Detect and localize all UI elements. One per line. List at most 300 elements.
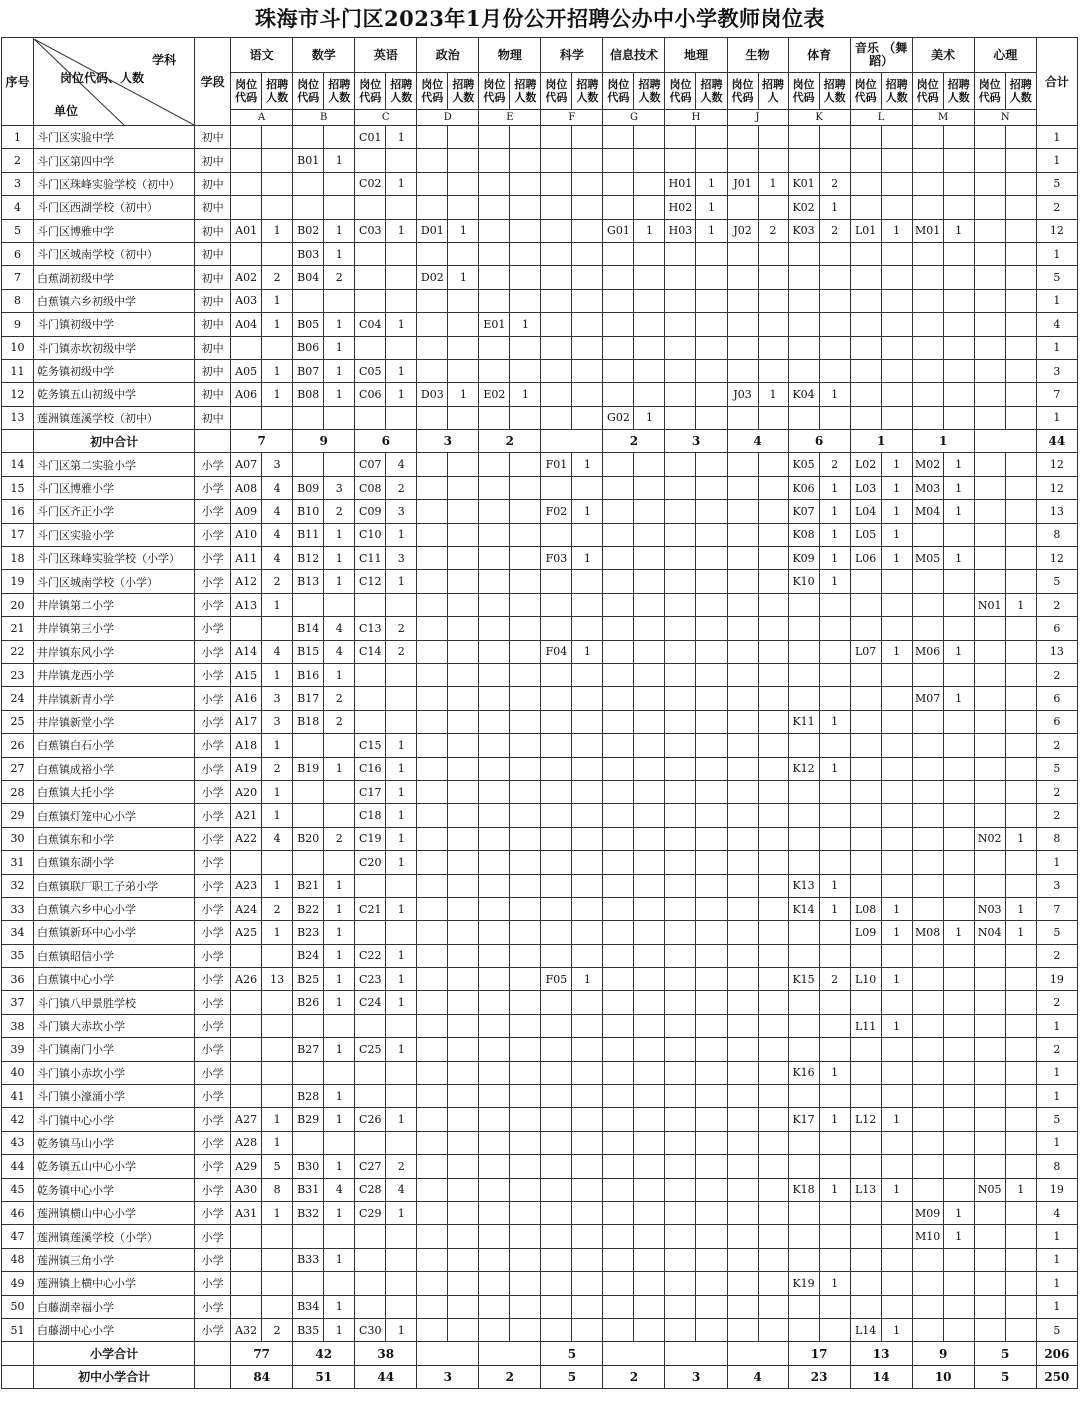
hire-count: 1 <box>943 453 974 476</box>
post-code <box>417 1155 448 1178</box>
post-code <box>665 336 696 359</box>
hire-count <box>1005 617 1036 640</box>
hire-count <box>1005 968 1036 991</box>
post-code <box>974 126 1005 149</box>
post-code <box>355 1014 386 1037</box>
row-total: 12 <box>1036 547 1077 570</box>
row-number: 15 <box>2 476 34 499</box>
hire-count <box>634 874 665 897</box>
unit-name: 白蕉镇中心小学 <box>34 968 195 991</box>
post-code <box>974 1014 1005 1037</box>
post-code: A03 <box>231 289 262 312</box>
post-code <box>479 1201 510 1224</box>
post-code: K19 <box>788 1272 819 1295</box>
post-code <box>665 780 696 803</box>
hire-count <box>634 897 665 920</box>
post-code: L06 <box>850 547 881 570</box>
post-code <box>479 897 510 920</box>
hire-count <box>448 406 479 429</box>
post-code: K17 <box>788 1108 819 1131</box>
hire-count: 2 <box>262 1318 293 1341</box>
post-code <box>912 827 943 850</box>
hire-count <box>448 640 479 663</box>
hire-count <box>448 289 479 312</box>
post-code <box>788 359 819 382</box>
hire-count: 1 <box>386 944 417 967</box>
post-code <box>850 1038 881 1061</box>
hire-count <box>510 663 541 686</box>
post-code <box>355 687 386 710</box>
post-code <box>541 149 572 172</box>
post-code: L05 <box>850 523 881 546</box>
post-code: D03 <box>417 383 448 406</box>
stage-cell: 小学 <box>195 500 231 523</box>
hire-count <box>634 359 665 382</box>
summary-value <box>603 1342 665 1365</box>
post-code <box>479 968 510 991</box>
hire-count <box>696 921 727 944</box>
post-code <box>974 359 1005 382</box>
row-total: 5 <box>1036 921 1077 944</box>
post-code <box>541 617 572 640</box>
hire-count <box>943 874 974 897</box>
post-code <box>417 1038 448 1061</box>
hire-count <box>696 968 727 991</box>
post-code <box>355 663 386 686</box>
hire-count <box>634 1131 665 1154</box>
post-code: C25 <box>355 1038 386 1061</box>
table-row <box>2 968 1078 991</box>
hire-count <box>324 196 355 219</box>
hire-count <box>758 827 788 850</box>
post-code: B33 <box>293 1248 324 1271</box>
subject-header: 物理 <box>479 38 541 73</box>
post-code <box>974 172 1005 195</box>
post-code <box>231 1014 262 1037</box>
hire-count: 1 <box>262 1201 293 1224</box>
hire-count <box>881 570 912 593</box>
sub-header-count: 招聘人数 <box>696 73 727 110</box>
post-code: K02 <box>788 196 819 219</box>
post-code <box>974 149 1005 172</box>
summary-value: 42 <box>293 1342 355 1365</box>
hire-count <box>510 126 541 149</box>
post-code <box>541 523 572 546</box>
post-code <box>974 1038 1005 1061</box>
summary-value: 51 <box>293 1365 355 1388</box>
hire-count <box>510 547 541 570</box>
hire-count <box>448 1038 479 1061</box>
row-number: 1 <box>2 126 34 149</box>
summary-value <box>417 1342 479 1365</box>
hire-count: 1 <box>386 991 417 1014</box>
post-code <box>912 149 943 172</box>
post-code: L07 <box>850 640 881 663</box>
row-number: 10 <box>2 336 34 359</box>
post-code <box>912 266 943 289</box>
table-row <box>2 710 1078 733</box>
hire-count <box>881 149 912 172</box>
post-code: G02 <box>603 406 634 429</box>
post-code: M07 <box>912 687 943 710</box>
hire-count: 4 <box>262 640 293 663</box>
hire-count <box>448 1085 479 1108</box>
hire-count <box>1005 1061 1036 1084</box>
post-code <box>727 1038 758 1061</box>
post-code: A22 <box>231 827 262 850</box>
post-code <box>665 1038 696 1061</box>
hire-count: 3 <box>262 687 293 710</box>
post-code <box>912 196 943 219</box>
hire-count: 2 <box>386 617 417 640</box>
hire-count <box>634 1178 665 1201</box>
post-code <box>603 663 634 686</box>
post-code <box>355 196 386 219</box>
hire-count <box>943 1014 974 1037</box>
hire-count <box>943 1272 974 1295</box>
summary-value: 38 <box>355 1342 417 1365</box>
post-code <box>541 897 572 920</box>
unit-name: 白蕉镇新环中心小学 <box>34 921 195 944</box>
post-code: H03 <box>665 219 696 242</box>
hire-count <box>943 968 974 991</box>
hire-count <box>943 289 974 312</box>
hire-count <box>696 500 727 523</box>
hire-count <box>758 874 788 897</box>
hire-count <box>758 1178 788 1201</box>
stage-cell: 小学 <box>195 593 231 616</box>
hire-count <box>510 921 541 944</box>
hire-count <box>881 734 912 757</box>
hire-count <box>1005 663 1036 686</box>
post-code <box>912 710 943 733</box>
post-code: M03 <box>912 476 943 499</box>
unit-name: 莲洲镇上横中心小学 <box>34 1272 195 1295</box>
hire-count <box>572 149 603 172</box>
post-code <box>603 1085 634 1108</box>
post-code <box>479 1225 510 1248</box>
row-total: 1 <box>1036 1131 1077 1154</box>
post-code: A08 <box>231 476 262 499</box>
post-code: A21 <box>231 804 262 827</box>
unit-name: 井岸镇新青小学 <box>34 687 195 710</box>
post-code <box>912 406 943 429</box>
summary-value: 84 <box>231 1365 293 1388</box>
sub-header-count: 招聘人数 <box>943 73 974 110</box>
sub-header-count: 招聘人数 <box>386 73 417 110</box>
hire-count <box>448 827 479 850</box>
unit-name: 斗门镇中心小学 <box>34 1108 195 1131</box>
hire-count <box>572 1248 603 1271</box>
summary-value: 5 <box>541 1365 603 1388</box>
hire-count <box>758 780 788 803</box>
hire-count <box>572 804 603 827</box>
hire-count: 1 <box>819 710 850 733</box>
hire-count <box>262 196 293 219</box>
stage-cell: 小学 <box>195 1108 231 1131</box>
post-code <box>727 757 758 780</box>
post-code <box>665 874 696 897</box>
post-code <box>974 1295 1005 1318</box>
hire-count <box>943 172 974 195</box>
hire-count: 1 <box>324 570 355 593</box>
post-code <box>417 336 448 359</box>
hire-count: 5 <box>262 1155 293 1178</box>
hire-count: 1 <box>819 547 850 570</box>
post-code <box>727 242 758 265</box>
hire-count <box>510 219 541 242</box>
hire-count <box>510 687 541 710</box>
post-code: L04 <box>850 500 881 523</box>
post-code <box>417 476 448 499</box>
row-number: 11 <box>2 359 34 382</box>
hire-count <box>510 617 541 640</box>
hire-count <box>696 242 727 265</box>
post-code: B35 <box>293 1318 324 1341</box>
hire-count: 1 <box>881 500 912 523</box>
hire-count <box>448 1178 479 1201</box>
hire-count: 1 <box>510 383 541 406</box>
hire-count <box>324 1131 355 1154</box>
post-code <box>788 851 819 874</box>
stage-cell: 小学 <box>195 663 231 686</box>
post-code <box>788 289 819 312</box>
post-code <box>417 1085 448 1108</box>
hire-count <box>1005 266 1036 289</box>
post-code: A26 <box>231 968 262 991</box>
subject-letter: K <box>788 110 850 126</box>
post-code <box>850 289 881 312</box>
post-code: L13 <box>850 1178 881 1201</box>
subject-letter: L <box>850 110 912 126</box>
post-code <box>479 1318 510 1341</box>
post-code <box>974 1318 1005 1341</box>
hire-count <box>634 453 665 476</box>
table-row <box>2 1061 1078 1084</box>
post-code <box>850 313 881 336</box>
hire-count <box>448 453 479 476</box>
post-code <box>665 547 696 570</box>
hire-count <box>943 617 974 640</box>
post-code <box>479 1108 510 1131</box>
hire-count <box>943 734 974 757</box>
stage-cell: 初中 <box>195 242 231 265</box>
hire-count <box>1005 804 1036 827</box>
table-row <box>2 687 1078 710</box>
hire-count: 1 <box>819 523 850 546</box>
hire-count <box>572 1061 603 1084</box>
post-code <box>727 687 758 710</box>
post-code <box>665 126 696 149</box>
hire-count <box>943 663 974 686</box>
hire-count: 1 <box>262 921 293 944</box>
post-code <box>850 1131 881 1154</box>
table-row <box>2 547 1078 570</box>
hire-count <box>572 734 603 757</box>
post-code <box>603 1038 634 1061</box>
sub-header-code: 岗位代码 <box>974 73 1005 110</box>
subject-header: 科学 <box>541 38 603 73</box>
hire-count <box>572 1201 603 1224</box>
hire-count: 1 <box>324 1318 355 1341</box>
hire-count <box>758 663 788 686</box>
subject-header: 英语 <box>355 38 417 73</box>
post-code: B10 <box>293 500 324 523</box>
unit-name: 莲洲镇莲溪学校（小学） <box>34 1225 195 1248</box>
summary-seq-cell <box>2 1342 34 1365</box>
hire-count <box>448 570 479 593</box>
post-code <box>788 804 819 827</box>
summary-value: 5 <box>974 1342 1036 1365</box>
post-code: B34 <box>293 1295 324 1318</box>
post-code <box>479 406 510 429</box>
table-row <box>2 897 1078 920</box>
hire-count <box>758 1131 788 1154</box>
summary-label: 初中合计 <box>34 430 195 453</box>
post-code <box>788 126 819 149</box>
post-code: D01 <box>417 219 448 242</box>
hire-count <box>634 640 665 663</box>
post-code: K11 <box>788 710 819 733</box>
hire-count <box>572 710 603 733</box>
hire-count: 1 <box>386 383 417 406</box>
post-code <box>417 453 448 476</box>
row-total: 1 <box>1036 1061 1077 1084</box>
post-code: C09 <box>355 500 386 523</box>
unit-name: 斗门区城南学校（小学） <box>34 570 195 593</box>
post-code <box>665 1201 696 1224</box>
post-code <box>850 687 881 710</box>
post-code <box>850 1201 881 1224</box>
hire-count: 1 <box>448 219 479 242</box>
post-code: K10 <box>788 570 819 593</box>
post-code <box>727 593 758 616</box>
post-code <box>541 734 572 757</box>
post-code <box>665 406 696 429</box>
hire-count: 1 <box>386 1108 417 1131</box>
hire-count: 1 <box>386 1318 417 1341</box>
post-code <box>417 710 448 733</box>
post-code: C21 <box>355 897 386 920</box>
post-code <box>355 1272 386 1295</box>
hire-count <box>634 1272 665 1295</box>
post-code: E01 <box>479 313 510 336</box>
hire-count <box>943 242 974 265</box>
post-code: B07 <box>293 359 324 382</box>
hire-count <box>572 1295 603 1318</box>
post-code <box>417 968 448 991</box>
row-total: 2 <box>1036 780 1077 803</box>
sub-header-code: 岗位代码 <box>850 73 881 110</box>
post-code: B27 <box>293 1038 324 1061</box>
summary-value: 9 <box>912 1342 974 1365</box>
stage-cell: 小学 <box>195 804 231 827</box>
post-code <box>603 1178 634 1201</box>
table-row <box>2 523 1078 546</box>
post-code <box>541 1272 572 1295</box>
post-code: K09 <box>788 547 819 570</box>
summary-value: 1 <box>850 430 912 453</box>
hire-count: 1 <box>943 1225 974 1248</box>
post-code <box>603 757 634 780</box>
post-code: B30 <box>293 1155 324 1178</box>
post-code <box>479 734 510 757</box>
hire-count <box>510 1038 541 1061</box>
hire-count <box>634 289 665 312</box>
post-code <box>541 921 572 944</box>
post-code <box>541 172 572 195</box>
post-code <box>788 1014 819 1037</box>
post-code: L03 <box>850 476 881 499</box>
post-code <box>479 663 510 686</box>
stage-cell: 初中 <box>195 266 231 289</box>
hire-count <box>819 1014 850 1037</box>
unit-name: 斗门区博雅小学 <box>34 476 195 499</box>
row-total: 8 <box>1036 523 1077 546</box>
hire-count <box>696 1201 727 1224</box>
post-code: A02 <box>231 266 262 289</box>
hire-count <box>510 1225 541 1248</box>
row-number: 39 <box>2 1038 34 1061</box>
hire-count <box>1005 476 1036 499</box>
hire-count <box>758 1014 788 1037</box>
hire-count <box>634 149 665 172</box>
hire-count <box>386 874 417 897</box>
hire-count <box>1005 1272 1036 1295</box>
hire-count <box>634 851 665 874</box>
post-code <box>850 617 881 640</box>
post-code <box>788 1131 819 1154</box>
summary-value: 10 <box>912 1365 974 1388</box>
row-total: 2 <box>1036 663 1077 686</box>
hire-count <box>386 921 417 944</box>
post-code <box>850 1248 881 1271</box>
post-code <box>850 406 881 429</box>
hire-count <box>572 523 603 546</box>
document-title: 珠海市斗门区2023年1月份公开招聘公办中小学教师岗位表 <box>254 6 826 31</box>
post-code <box>727 991 758 1014</box>
post-code <box>788 242 819 265</box>
summary-value: 1 <box>912 430 974 453</box>
row-total: 1 <box>1036 1272 1077 1295</box>
stage-cell: 小学 <box>195 1131 231 1154</box>
row-number: 20 <box>2 593 34 616</box>
hire-count <box>696 1225 727 1248</box>
hire-count <box>324 734 355 757</box>
hire-count: 1 <box>943 219 974 242</box>
post-code <box>850 593 881 616</box>
hire-count <box>634 757 665 780</box>
hire-count: 1 <box>386 219 417 242</box>
hire-count <box>324 1225 355 1248</box>
hire-count <box>448 172 479 195</box>
hire-count <box>386 266 417 289</box>
post-code <box>603 991 634 1014</box>
post-code <box>727 1061 758 1084</box>
hire-count <box>572 617 603 640</box>
hire-count <box>448 500 479 523</box>
hire-count <box>819 149 850 172</box>
hire-count <box>448 944 479 967</box>
post-code <box>417 734 448 757</box>
hire-count <box>386 406 417 429</box>
hire-count <box>448 149 479 172</box>
post-code: A30 <box>231 1178 262 1201</box>
table-row <box>2 359 1078 382</box>
hire-count <box>324 453 355 476</box>
post-code <box>417 593 448 616</box>
hire-count <box>696 734 727 757</box>
